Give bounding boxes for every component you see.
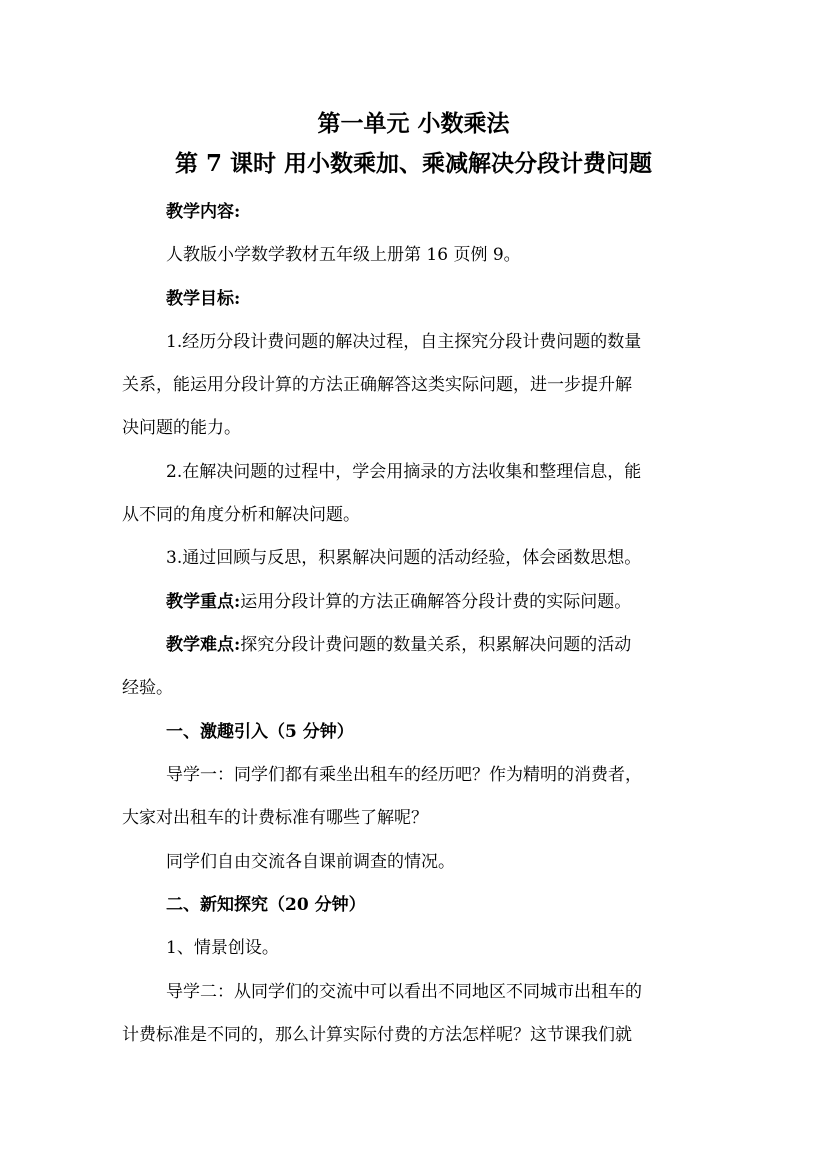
- key-point: [166, 590, 766, 614]
- goal3: 3.通过回顾与反思，积累解决问题的活动经验，体会函数思想。: [166, 548, 642, 568]
- goal1-line1: 1.经历分段计费问题的解决过程，自主探究分段计费问题的数量: [166, 332, 642, 352]
- guide1-line2: 大家对出租车的计费标准有哪些了解呢？: [122, 808, 428, 828]
- unit-title: 第一单元 小数乘法: [317, 110, 510, 137]
- key-label: 教学重点:: [166, 592, 241, 612]
- goal1-line2: 关系，能运用分段计算的方法正确解答这类实际问题，进一步提升解: [122, 375, 632, 395]
- guide2-line1: 导学二：从同学们的交流中可以看出不同地区不同城市出租车的: [166, 982, 642, 1002]
- difficulty-point: [166, 633, 766, 657]
- goal2-line1: 2.在解决问题的过程中，学会用摘录的方法收集和整理信息，能: [166, 462, 642, 482]
- goals-heading: 教学目标:: [166, 289, 241, 309]
- difficulty-text-line2: 经验。: [122, 678, 173, 698]
- difficulty-label: 教学难点:: [166, 635, 241, 655]
- goal1-line3: 决问题的能力。: [122, 418, 241, 438]
- difficulty-text: 探究分段计费问题的数量关系，积累解决问题的活动: [240, 635, 632, 655]
- scene-heading: 1、情景创设。: [166, 938, 279, 958]
- lesson-title: 第 7 课时 用小数乘加、乘减解决分段计费问题: [174, 150, 653, 177]
- discussion: 同学们自由交流各自课前调查的情况。: [166, 852, 455, 872]
- section2-heading: 二、新知探究（20 分钟）: [166, 895, 366, 915]
- guide2-line2: 计费标准是不同的，那么计算实际付费的方法怎样呢？这节课我们就: [122, 1025, 632, 1045]
- content-text: 人教版小学数学教材五年级上册第 16 页例 9。: [166, 245, 521, 265]
- guide1-line1: 导学一：同学们都有乘坐出租车的经历吧？作为精明的消费者，: [166, 765, 642, 785]
- section1-heading: 一、激趣引入（5 分钟）: [166, 722, 354, 742]
- goal2-line2: 从不同的角度分析和解决问题。: [122, 505, 360, 525]
- content-heading: 教学内容:: [166, 202, 241, 222]
- key-text: 运用分段计算的方法正确解答分段计费的实际问题。: [240, 592, 632, 612]
